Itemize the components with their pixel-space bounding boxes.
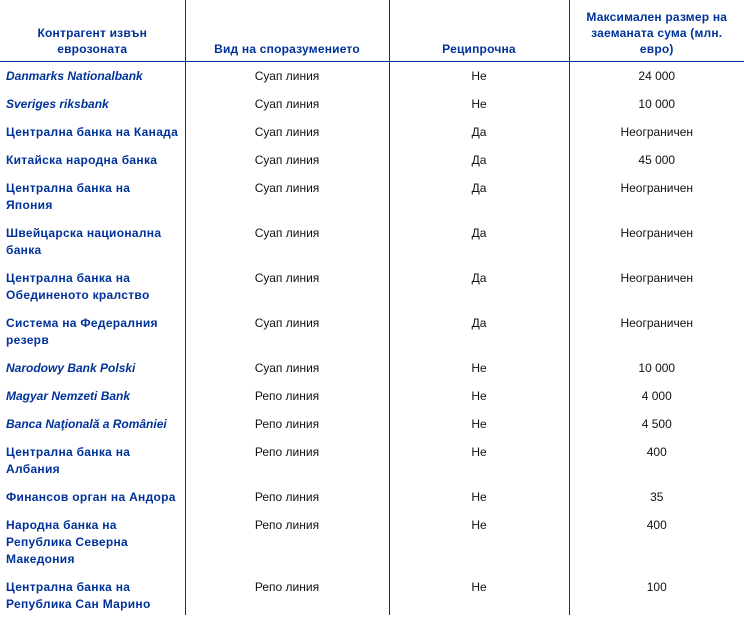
- table-row: [0, 573, 744, 615]
- agreement-cell: Репо линия: [185, 573, 389, 615]
- reciprocal-cell: Да: [389, 146, 569, 174]
- max-amount-cell: Неограничен: [569, 264, 744, 309]
- max-amount-cell: 400: [569, 511, 744, 573]
- counterparty-cell: Китайска народна банка: [6, 153, 158, 167]
- counterparty-cell: Централна банка на Република Сан Марино: [6, 580, 151, 611]
- agreement-cell: Суап линия: [185, 146, 389, 174]
- counterparty-cell: Sveriges riksbank: [6, 97, 109, 111]
- counterparty-cell: Narodowy Bank Polski: [6, 361, 136, 375]
- header-row: [0, 0, 744, 62]
- max-amount-cell: 35: [569, 483, 744, 511]
- agreement-cell: Суап линия: [185, 309, 389, 354]
- table-row: [0, 219, 744, 264]
- table-row: [0, 118, 744, 146]
- counterparty-cell: Magyar Nemzeti Bank: [6, 389, 131, 403]
- max-amount-cell: Неограничен: [569, 174, 744, 219]
- reciprocal-cell: Не: [389, 90, 569, 118]
- max-amount-cell: Неограничен: [569, 219, 744, 264]
- header-counterparty: Контрагент извън еврозоната: [0, 0, 185, 62]
- table-row: [0, 438, 744, 483]
- table-row: [0, 174, 744, 219]
- counterparty-cell: Danmarks Nationalbank: [6, 69, 143, 83]
- reciprocal-cell: Да: [389, 264, 569, 309]
- max-amount-cell: 10 000: [569, 354, 744, 382]
- reciprocal-cell: Не: [389, 410, 569, 438]
- table-row: [0, 483, 744, 511]
- reciprocal-cell: Не: [389, 438, 569, 483]
- max-amount-cell: 100: [569, 573, 744, 615]
- header-agreement: Вид на споразумението: [185, 0, 389, 62]
- max-amount-cell: Неограничен: [569, 118, 744, 146]
- max-amount-cell: 400: [569, 438, 744, 483]
- agreement-cell: Суап линия: [185, 90, 389, 118]
- reciprocal-cell: Да: [389, 219, 569, 264]
- agreement-cell: Суап линия: [185, 118, 389, 146]
- reciprocal-cell: Не: [389, 62, 569, 91]
- table-row: [0, 410, 744, 438]
- header-max-amount: Максимален размер на заеманата сума (млн. евро): [569, 0, 744, 62]
- max-amount-cell: 45 000: [569, 146, 744, 174]
- counterparty-cell: Централна банка на Япония: [6, 181, 131, 212]
- agreement-cell: Репо линия: [185, 382, 389, 410]
- counterparty-cell: Централна банка на Канада: [6, 125, 179, 139]
- agreement-cell: Репо линия: [185, 483, 389, 511]
- counterparty-cell: Централна банка на Обединеното кралство: [6, 271, 150, 302]
- max-amount-cell: 10 000: [569, 90, 744, 118]
- reciprocal-cell: Да: [389, 174, 569, 219]
- agreement-cell: Репо линия: [185, 511, 389, 573]
- reciprocal-cell: Не: [389, 573, 569, 615]
- table-row: [0, 511, 744, 573]
- table-row: [0, 146, 744, 174]
- reciprocal-cell: Не: [389, 483, 569, 511]
- agreement-cell: Суап линия: [185, 264, 389, 309]
- counterparty-cell: Швейцарска национална банка: [6, 226, 162, 257]
- counterparty-cell: Система на Федералния резерв: [6, 316, 158, 347]
- header-reciprocal: Реципрочна: [389, 0, 569, 62]
- counterparty-cell: Народна банка на Република Северна Македония: [6, 518, 129, 566]
- max-amount-cell: 4 000: [569, 382, 744, 410]
- agreement-cell: Репо линия: [185, 410, 389, 438]
- counterparty-cell: Финансов орган на Андора: [6, 490, 176, 504]
- table-row: [0, 309, 744, 354]
- reciprocal-cell: Не: [389, 354, 569, 382]
- reciprocal-cell: Да: [389, 309, 569, 354]
- table-row: [0, 90, 744, 118]
- counterparty-cell: Banca Naţională a României: [6, 417, 167, 431]
- max-amount-cell: Неограничен: [569, 309, 744, 354]
- agreement-cell: Суап линия: [185, 219, 389, 264]
- agreement-cell: Репо линия: [185, 438, 389, 483]
- counterparty-cell: Централна банка на Албания: [6, 445, 131, 476]
- table-row: [0, 264, 744, 309]
- agreement-cell: Суап линия: [185, 62, 389, 91]
- table-row: [0, 354, 744, 382]
- max-amount-cell: 4 500: [569, 410, 744, 438]
- agreement-cell: Суап линия: [185, 174, 389, 219]
- reciprocal-cell: Да: [389, 118, 569, 146]
- reciprocal-cell: Не: [389, 382, 569, 410]
- max-amount-cell: 24 000: [569, 62, 744, 91]
- agreement-cell: Суап линия: [185, 354, 389, 382]
- table-row: [0, 382, 744, 410]
- reciprocal-cell: Не: [389, 511, 569, 573]
- table-row: [0, 62, 744, 91]
